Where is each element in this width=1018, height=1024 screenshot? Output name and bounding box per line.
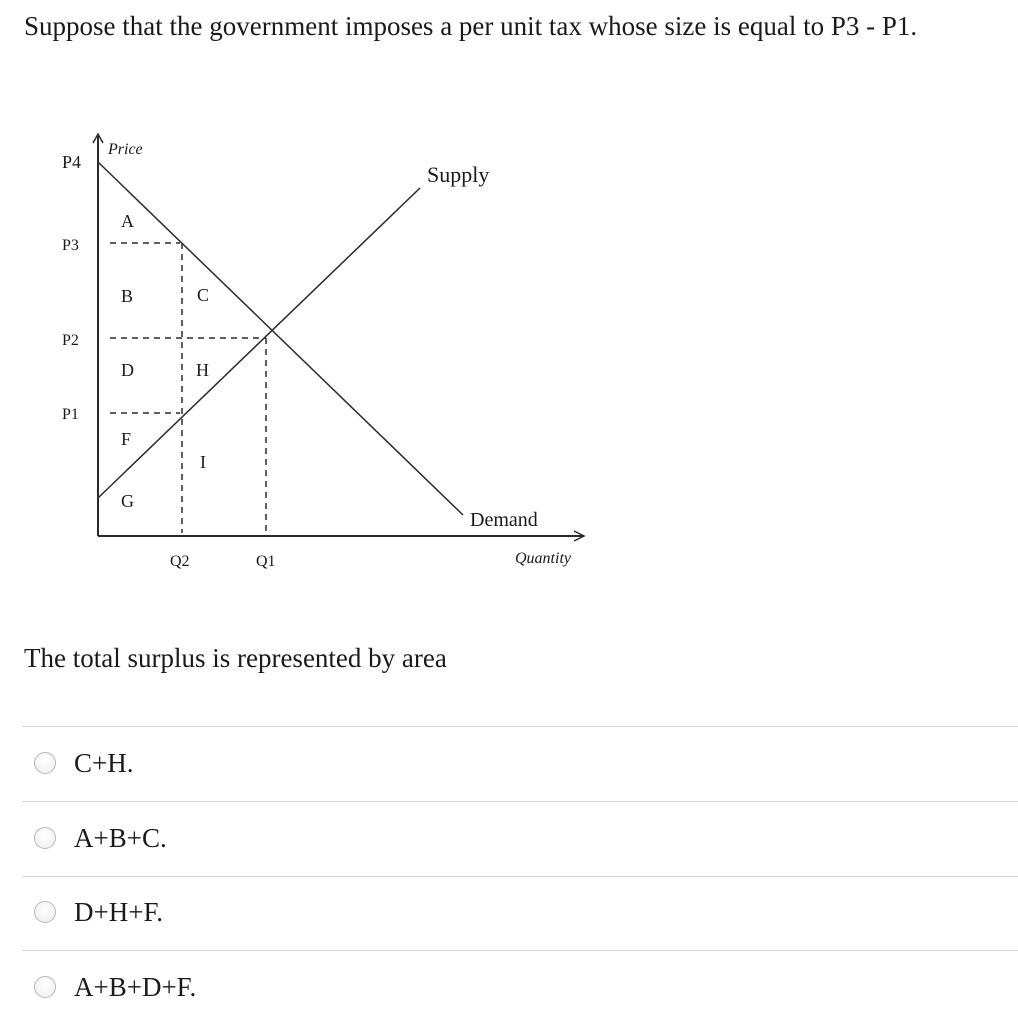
radio-button[interactable]: [34, 827, 56, 849]
area-label-g: G: [121, 491, 134, 511]
option-c-h[interactable]: [24, 738, 624, 788]
x-axis-label: Quantity: [515, 550, 571, 567]
demand-curve: [98, 162, 463, 515]
supply-demand-diagram: [0, 120, 620, 590]
price-label-p1: P1: [62, 406, 79, 423]
question-text: Suppose that the government imposes a per unit tax whose size is equal to P3 - P1.: [24, 11, 918, 41]
radio-button[interactable]: [34, 752, 56, 774]
option-label: A+B+C.: [74, 823, 167, 853]
radio-button[interactable]: [34, 976, 56, 998]
area-label-c: C: [197, 285, 210, 305]
divider: [22, 726, 1018, 727]
area-label-b: B: [121, 286, 134, 306]
option-label: A+B+D+F.: [74, 972, 197, 1002]
y-axis-label: Price: [108, 141, 143, 158]
quantity-label-q1: Q1: [256, 553, 276, 570]
area-label-f: F: [121, 429, 132, 449]
price-label-p3: P3: [62, 237, 79, 254]
area-label-h: H: [196, 360, 209, 380]
option-label: D+H+F.: [74, 897, 164, 927]
area-label-i: I: [200, 452, 206, 472]
divider: [22, 950, 1018, 951]
option-a-b-d-f[interactable]: [24, 962, 624, 1012]
price-label-p2: P2: [62, 332, 79, 349]
option-label: C+H.: [74, 748, 134, 778]
area-label-a: A: [121, 211, 134, 231]
prompt-text: The total surplus is represented by area: [24, 643, 447, 673]
radio-button[interactable]: [34, 901, 56, 923]
divider: [22, 876, 1018, 877]
divider: [22, 801, 1018, 802]
area-label-d: D: [121, 360, 134, 380]
option-d-h-f[interactable]: [24, 887, 624, 937]
supply-curve: [98, 188, 420, 498]
demand-label: Demand: [470, 509, 538, 531]
quantity-label-q2: Q2: [170, 553, 190, 570]
option-a-b-c[interactable]: [24, 813, 624, 863]
price-label-p4: P4: [62, 152, 82, 172]
supply-label: Supply: [427, 162, 490, 187]
